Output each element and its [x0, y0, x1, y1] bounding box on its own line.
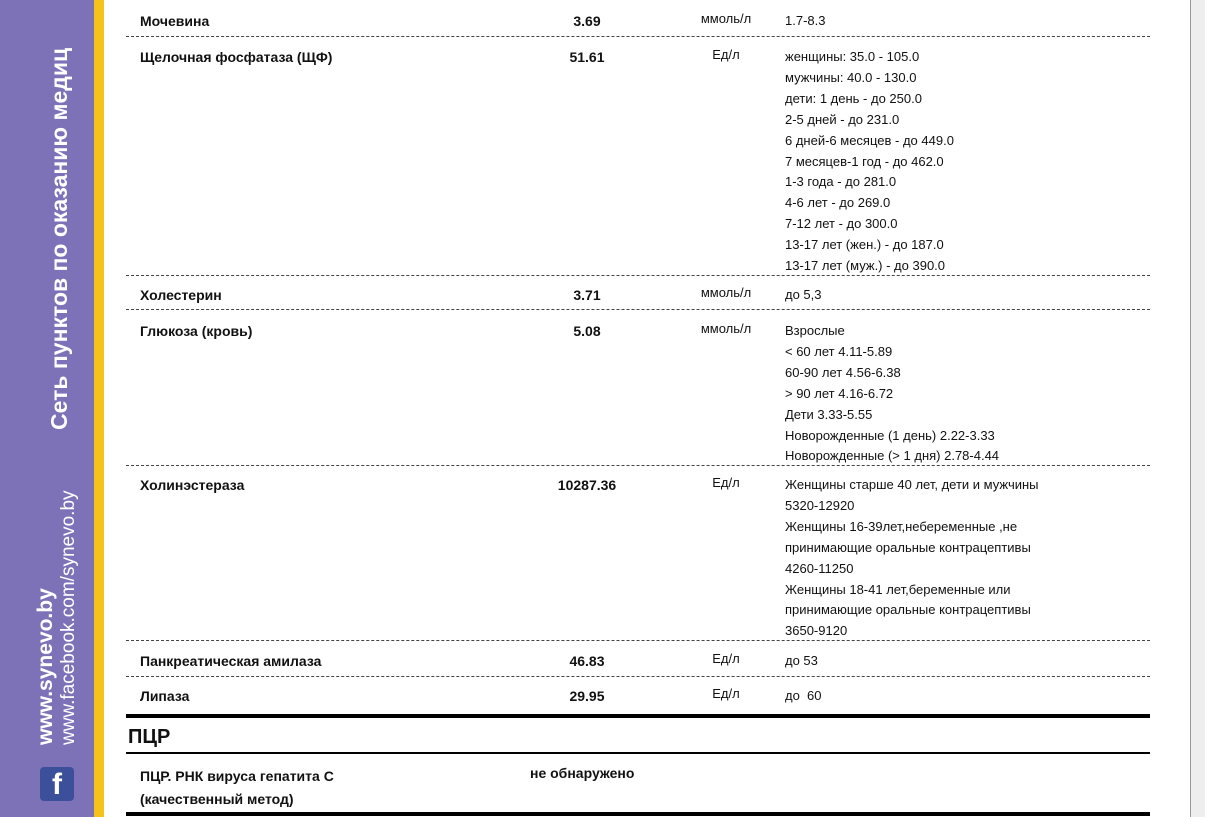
section-divider [126, 752, 1150, 754]
test-name: Мочевина [140, 13, 210, 29]
row-divider [126, 275, 1150, 276]
test-value: 5.08 [573, 323, 601, 339]
page-edge [1190, 0, 1205, 817]
test-unit: ммоль/л [700, 321, 752, 336]
test-value: 51.61 [569, 49, 605, 65]
test-reference: женщины: 35.0 - 105.0 мужчины: 40.0 - 130.0 дети: 1 день - до 250.0 2-5 дней - до 231.0 6 дней-6 месяцев - до 449.0 7 месяцев-1 год - до 462.0 1-3 года - до 281.0 4-6 лет - до 269.0 7-12 лет - до 300.0 13-17 лет (жен.) - до 187.0 13-17 лет (муж.) - до 390.0 [785, 49, 954, 274]
test-name: Щелочная фосфатаза (ЩФ) [140, 49, 333, 65]
row-divider [126, 640, 1150, 641]
test-name: Панкреатическая амилаза [140, 653, 322, 669]
network-slogan: Сеть пунктов по оказанию медиц [46, 47, 72, 430]
sidebar-stripe [94, 0, 104, 817]
facebook-icon[interactable]: f [40, 767, 74, 801]
test-name: Глюкоза (кровь) [140, 323, 253, 339]
test-name: Липаза [140, 688, 190, 704]
test-reference: до 53 [785, 653, 818, 668]
pcr-test-name: ПЦР. РНК вируса гепатита С (качественный метод) [140, 768, 334, 807]
test-unit: Ед/л [712, 686, 740, 701]
pcr-test-result: не обнаружено [530, 765, 635, 781]
test-reference: Женщины старше 40 лет, дети и мужчины 5320-12920 Женщины 16-39лет,небеременные ,не принимающие оральные контрацептивы 4260-11250 Женщины 18-41 лет,беременные или принимающие оральные контрацептивы 3650-9120 [785, 477, 1039, 639]
test-reference: Взрослые < 60 лет 4.11-5.89 60-90 лет 4.56-6.38 > 90 лет 4.16-6.72 Дети 3.33-5.55 Новорожденные (1 день) 2.22-3.33 Новорожденные (> 1 дня) 2.78-4.44 [785, 323, 1000, 464]
row-divider [126, 676, 1150, 677]
facebook-link[interactable]: www.facebook.com/synevo.by [58, 490, 79, 745]
row-divider [126, 465, 1150, 466]
section-title-pcr: ПЦР [128, 726, 171, 748]
test-unit: ммоль/л [700, 11, 752, 26]
test-value: 10287.36 [557, 477, 617, 493]
test-reference: до 5,3 [785, 287, 822, 302]
test-name: Холестерин [140, 287, 222, 303]
test-unit: Ед/л [712, 47, 740, 62]
test-value: 3.69 [573, 13, 601, 29]
row-divider [126, 36, 1150, 37]
test-value: 29.95 [569, 688, 605, 704]
test-reference: 1.7-8.3 [785, 13, 826, 28]
test-unit: Ед/л [712, 475, 740, 490]
website-link[interactable]: www.synevo.by [34, 588, 57, 745]
sidebar-banner [0, 0, 94, 817]
section-divider [126, 714, 1150, 718]
test-value: 3.71 [573, 287, 601, 303]
test-value: 46.83 [569, 653, 605, 669]
test-reference: до 60 [785, 688, 822, 703]
test-unit: Ед/л [712, 651, 740, 666]
test-unit: ммоль/л [700, 285, 752, 300]
test-name: Холинэстераза [140, 477, 245, 493]
section-divider [126, 812, 1150, 816]
row-divider [126, 309, 1150, 310]
